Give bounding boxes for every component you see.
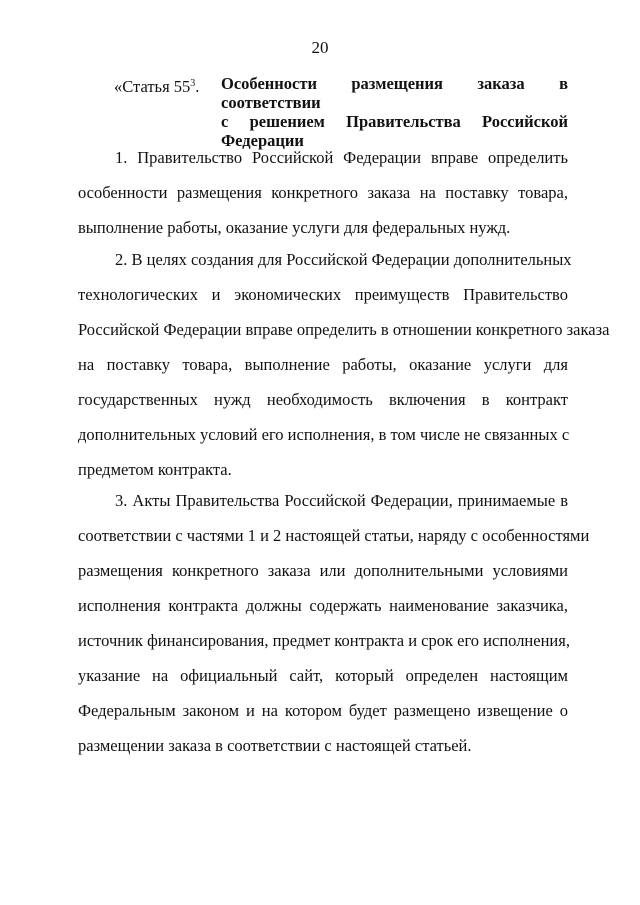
paragraph-line: соответствии с частями 1 и 2 настоящей статьи, наряду с особенностями (78, 526, 590, 545)
article-title-line: Особенности размещения заказа в соответствии (221, 74, 568, 112)
paragraph-line: предметом контракта. (78, 460, 232, 479)
paragraph-line: дополнительных условий его исполнения, в том числе не связанных с (78, 425, 570, 444)
article-label (114, 74, 199, 96)
paragraph-line: 1. Правительство Российской Федерации вправе определить (115, 148, 568, 167)
page-number: 20 (311, 38, 329, 57)
article-label-prefix: «Статья 55 (114, 77, 191, 96)
paragraph-1 (78, 140, 568, 245)
paragraph-line: размещении заказа в соответствии с настоящей статьей. (78, 736, 472, 755)
article-number-superscript: 3 (190, 78, 196, 89)
paragraph-line: Федеральным законом и на котором будет размещено извещение о (78, 701, 568, 720)
paragraph-line: Российской Федерации вправе определить в отношении конкретного заказа (78, 320, 610, 339)
article-title (221, 74, 568, 150)
paragraph-line: 3. Акты Правительства Российской Федерации, принимаемые в (115, 491, 568, 510)
paragraph-line: особенности размещения конкретного заказа на поставку товара, (78, 183, 568, 202)
article-label-suffix: . (195, 77, 200, 96)
article-title-line: с решением Правительства Российской (221, 112, 568, 131)
paragraph-line: источник финансирования, предмет контракта и срок его исполнения, (78, 631, 570, 650)
paragraph-line: на поставку товара, выполнение работы, оказание услуги для (78, 355, 568, 374)
article-title-line: Федерации (221, 131, 304, 150)
paragraph-line: технологических и экономических преимуществ Правительство (78, 285, 568, 304)
paragraph-line: указание на официальный сайт, который определен настоящим (78, 666, 568, 685)
paragraph-2 (78, 242, 610, 487)
paragraph-line: 2. В целях создания для Российской Федерации дополнительных (115, 250, 572, 269)
paragraph-line: выполнение работы, оказание услуги для федеральных нужд. (78, 218, 511, 237)
paragraph-line: размещения конкретного заказа или дополнительными условиями (78, 561, 568, 580)
paragraph-line: государственных нужд необходимость включения в контракт (78, 390, 568, 409)
paragraph-3 (78, 483, 590, 763)
paragraph-line: исполнения контракта должны содержать наименование заказчика, (78, 596, 568, 615)
